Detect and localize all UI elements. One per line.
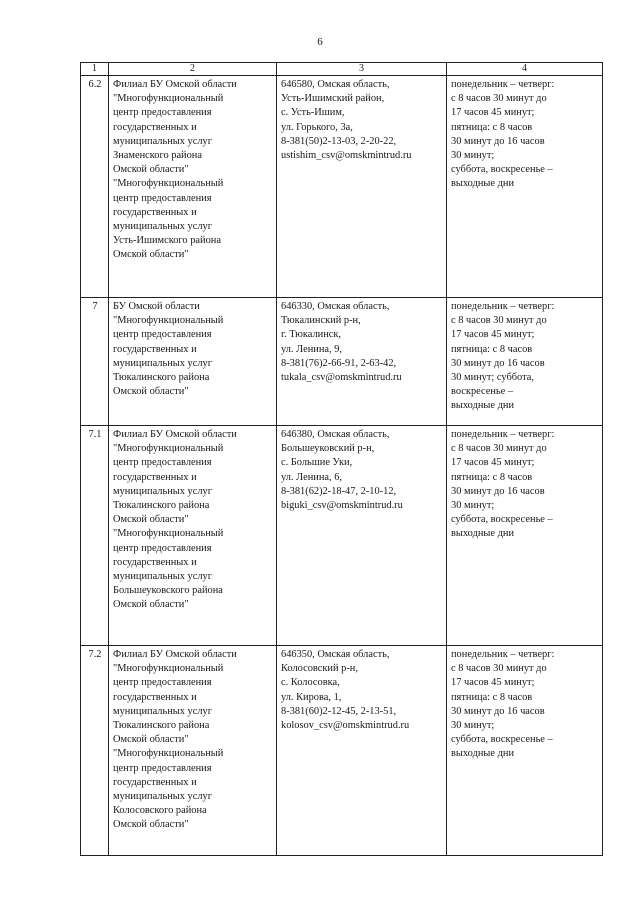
working-hours-cell <box>447 426 603 646</box>
institution-name-line: муниципальных услуг <box>113 571 212 583</box>
contact-address-line[interactable]: tukala_csv@omskmintrud.ru <box>281 372 402 384</box>
working-hours-line: воскресенье – <box>451 386 514 398</box>
working-hours-line: понедельник – четверг: <box>451 79 555 90</box>
contact-address-line: 8-381(76)2-66-91, 2-63-42, <box>281 357 397 369</box>
working-hours-line: 17 часов 45 минут; <box>451 107 535 119</box>
working-hours-line: понедельник – четверг: <box>451 649 555 660</box>
working-hours-line: пятница: с 8 часов <box>451 121 533 133</box>
working-hours-line: с 8 часов 30 минут до <box>451 315 547 327</box>
institution-name-line: "Многофункциональный <box>113 748 224 760</box>
contact-address-line: 646380, Омская область, <box>281 429 390 440</box>
working-hours-line: с 8 часов 30 минут до <box>451 663 547 675</box>
institution-name-line: Большеуковского района <box>113 585 223 597</box>
table-row <box>81 76 603 298</box>
institution-name-line: центр предоставления <box>113 677 212 689</box>
institution-name-line: Омской области" <box>113 164 189 176</box>
institution-name-cell <box>109 76 277 298</box>
contact-address-line: ул. Горького, 3а, <box>281 121 353 133</box>
working-hours-line: суббота, воскресенье – <box>451 514 553 526</box>
row-number: 6.2 <box>81 76 109 298</box>
contact-address-line: с. Колосовка, <box>281 677 340 689</box>
working-hours-line: выходные дни <box>451 528 515 540</box>
contact-address-cell <box>277 646 447 856</box>
institution-name-line: Омской области" <box>113 734 189 746</box>
contact-address-cell <box>277 426 447 646</box>
column-header-name: 2 <box>109 63 277 76</box>
working-hours-line: выходные дни <box>451 400 515 412</box>
institution-name-line: "Многофункциональный <box>113 93 224 105</box>
institution-name-line: Усть-Ишимского района <box>113 235 221 247</box>
institution-name-line: центр предоставления <box>113 329 212 341</box>
working-hours-line: суббота, воскресенье – <box>451 734 553 746</box>
column-header-schedule: 4 <box>447 63 603 76</box>
contact-address-line[interactable]: biguki_csv@omskmintrud.ru <box>281 500 403 512</box>
institution-name-line: государственных и <box>113 206 197 218</box>
working-hours-line: суббота, воскресенье – <box>451 164 553 176</box>
working-hours-line: 30 минут до 16 часов <box>451 485 545 497</box>
institution-name-line: Филиал БУ Омской области <box>113 79 237 90</box>
contact-address-line: с. Усть-Ишим, <box>281 107 345 119</box>
institution-name-cell <box>109 426 277 646</box>
contact-address-line: 646580, Омская область, <box>281 79 390 90</box>
institution-name-line: муниципальных услуг <box>113 485 212 497</box>
working-hours-line: 30 минут; <box>451 150 495 162</box>
contact-address-line[interactable]: ustishim_csv@omskmintrud.ru <box>281 150 412 162</box>
contact-address-cell <box>277 298 447 426</box>
working-hours-line: пятница: с 8 часов <box>451 471 533 483</box>
institution-name-line: муниципальных услуг <box>113 357 212 369</box>
contact-address-line: 646330, Омская область, <box>281 301 390 312</box>
working-hours-line: 17 часов 45 минут; <box>451 677 535 689</box>
institution-name-line: Тюкалинского района <box>113 500 210 512</box>
contact-address-line: 8-381(62)2-18-47, 2-10-12, <box>281 485 397 497</box>
working-hours-cell <box>447 298 603 426</box>
table-row <box>81 646 603 856</box>
institution-name-line: Знаменского района <box>113 150 202 162</box>
institution-name-line: центр предоставления <box>113 192 212 204</box>
page-number: 6 <box>317 36 323 48</box>
working-hours-line: 30 минут; <box>451 500 495 512</box>
institution-name-line: "Многофункциональный <box>113 443 224 455</box>
contact-address-line: Усть-Ишимский район, <box>281 93 385 105</box>
institution-name-line: "Многофункциональный <box>113 315 224 327</box>
working-hours-line: выходные дни <box>451 178 515 190</box>
working-hours-line: с 8 часов 30 минут до <box>451 443 547 455</box>
working-hours-line: 30 минут до 16 часов <box>451 705 545 717</box>
working-hours-line: пятница: с 8 часов <box>451 343 533 355</box>
working-hours-line: 30 минут до 16 часов <box>451 135 545 147</box>
institution-name-line: Омской области" <box>113 819 189 831</box>
row-number: 7.2 <box>81 646 109 856</box>
institution-name-line: Омской области" <box>113 599 189 611</box>
working-hours-cell <box>447 646 603 856</box>
working-hours-line: 30 минут; <box>451 720 495 732</box>
institution-name-cell <box>109 298 277 426</box>
institution-name-line: государственных и <box>113 121 197 133</box>
working-hours-line: 17 часов 45 минут; <box>451 329 535 341</box>
institution-name-line: муниципальных услуг <box>113 221 212 233</box>
institution-name-line: государственных и <box>113 343 197 355</box>
contact-address-line: ул. Кирова, 1, <box>281 691 342 703</box>
institution-name-line: муниципальных услуг <box>113 135 212 147</box>
institution-name-line: БУ Омской области <box>113 301 200 312</box>
contact-address-line: 646350, Омская область, <box>281 649 390 660</box>
institution-name-line: Филиал БУ Омской области <box>113 649 237 660</box>
working-hours-line: 17 часов 45 минут; <box>451 457 535 469</box>
institution-name-line: муниципальных услуг <box>113 705 212 717</box>
institution-name-line: государственных и <box>113 471 197 483</box>
contact-address-cell <box>277 76 447 298</box>
institution-name-line: государственных и <box>113 776 197 788</box>
working-hours-line: 30 минут; суббота, <box>451 372 534 384</box>
row-number: 7 <box>81 298 109 426</box>
institution-name-line: Филиал БУ Омской области <box>113 429 237 440</box>
institution-name-line: государственных и <box>113 691 197 703</box>
contact-address-line[interactable]: kolosov_csv@omskmintrud.ru <box>281 720 410 732</box>
contact-address-line: Большеуковский р-н, <box>281 443 375 455</box>
table-row <box>81 426 603 646</box>
institution-name-line: Тюкалинского района <box>113 720 210 732</box>
contact-address-line: ул. Ленина, 6, <box>281 471 342 483</box>
working-hours-line: 30 минут до 16 часов <box>451 357 545 369</box>
institution-name-line: центр предоставления <box>113 457 212 469</box>
institution-name-line: Омской области" <box>113 249 189 261</box>
working-hours-line: выходные дни <box>451 748 515 760</box>
institution-name-cell <box>109 646 277 856</box>
mfc-branches-table <box>80 62 603 856</box>
institution-name-line: Колосовского района <box>113 805 207 817</box>
table-header-row <box>81 63 603 76</box>
contact-address-line: ул. Ленина, 9, <box>281 343 342 355</box>
institution-name-line: Омской области" <box>113 386 189 398</box>
institution-name-line: Омской области" <box>113 514 189 526</box>
table-row <box>81 298 603 426</box>
institution-name-line: центр предоставления <box>113 762 212 774</box>
row-number: 7.1 <box>81 426 109 646</box>
column-header-number: 1 <box>81 63 109 76</box>
working-hours-line: с 8 часов 30 минут до <box>451 93 547 105</box>
working-hours-cell <box>447 76 603 298</box>
column-header-address: 3 <box>277 63 447 76</box>
institution-name-line: "Многофункциональный <box>113 178 224 190</box>
institution-name-line: центр предоставления <box>113 107 212 119</box>
institution-name-line: "Многофункциональный <box>113 528 224 540</box>
contact-address-line: с. Большие Уки, <box>281 457 353 469</box>
working-hours-line: понедельник – четверг: <box>451 301 555 312</box>
institution-name-line: центр предоставления <box>113 542 212 554</box>
contact-address-line: 8-381(60)2-12-45, 2-13-51, <box>281 705 397 717</box>
contact-address-line: Колосовский р-н, <box>281 663 358 675</box>
contact-address-line: 8-381(50)2-13-03, 2-20-22, <box>281 135 397 147</box>
institution-name-line: Тюкалинского района <box>113 372 210 384</box>
contact-address-line: Тюкалинский р-н, <box>281 315 361 327</box>
institution-name-line: "Многофункциональный <box>113 663 224 675</box>
contact-address-line: г. Тюкалинск, <box>281 329 342 341</box>
working-hours-line: пятница: с 8 часов <box>451 691 533 703</box>
institution-name-line: государственных и <box>113 556 197 568</box>
institution-name-line: муниципальных услуг <box>113 791 212 803</box>
working-hours-line: понедельник – четверг: <box>451 429 555 440</box>
